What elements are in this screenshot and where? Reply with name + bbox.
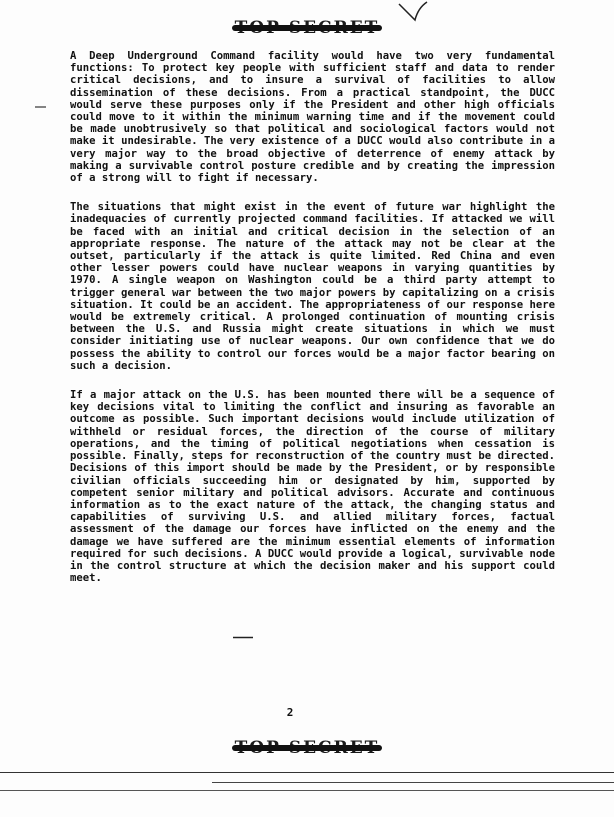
paragraph-ducc-functions: A Deep Underground Command facility would have two very fundamental functions: To protect key people with sufficient staff and data to render critical decisions, and to insure a survival of facilities to allow dissemination of these decisions. From a practical standpoint, the DUCC would serve these purposes only if the President and other high officials could move to it within the minimum warning time and if the movement could be made unobtrusively so that political and sociological factors would not make it undesirable. The very existence of a DUCC would also contribute in a very major way to the broad objective of deterrence of enemy attack by making a survivable control posture credible and by creating the impression of a strong will to fight if necessary. — [70, 50, 555, 185]
scan-rule — [212, 782, 614, 783]
classification-header — [0, 18, 614, 38]
paragraph-future-war: The situations that might exist in the event of future war highlight the inadequacies of currently projected command facilities. If attacked we will be faced with an initial and critical decision in the selection of an appropriate response. The nature of the attack may not be clear at the outset, particularly if the attack is quite limited. Red China and even other lesser powers could have nuclear weapons in varying quantities by 1970. A single weapon on Washington could be a third party attempt to trigger general war between the two major powers by capitalizing on a crisis situation. It could be an accident. The appropriateness of our response here would be extremely critical. A prolonged continuation of mounting crisis between the U.S. and Russia might create situations in which we must consider initiating use of nuclear weapons. Our own confidence that we do possess the ability to control our forces would be a major factor bearing on such a decision. — [70, 201, 555, 372]
page-number: 2 — [286, 706, 294, 719]
classification-footer — [0, 738, 614, 758]
redaction-strike — [232, 25, 382, 31]
paragraph-major-attack: If a major attack on the U.S. has been mounted there will be a sequence of key decisions vital to limiting the conflict and insuring as favorable an outcome as possible. Such important decisions would include utilization of withheld or residual forces, the direction of the course of military operations, and the timing of political negotiations when cessation is possible. Finally, steps for reconstruction of the country must be directed. Decisions of this import should be made by the President, or by responsible civilian officials succeeding him or designated by him, supported by competent senior military and political advisors. Accurate and continuous information as to the exact nature of the attack, the changing status and capabilities of surviving U.S. and allied military forces, factual assessment of the damage our forces have inflicted on the enemy and the damage we have suffered are the minimum essential elements of information required for such decisions. A DUCC would provide a logical, survivable node in the control structure at which the decision maker and his support could meet. — [70, 389, 555, 585]
scan-rule — [0, 772, 614, 773]
scan-rule — [0, 790, 614, 791]
margin-mark — [34, 104, 48, 110]
end-mark — [232, 636, 254, 639]
document-body — [70, 50, 555, 601]
redaction-strike — [232, 745, 382, 751]
